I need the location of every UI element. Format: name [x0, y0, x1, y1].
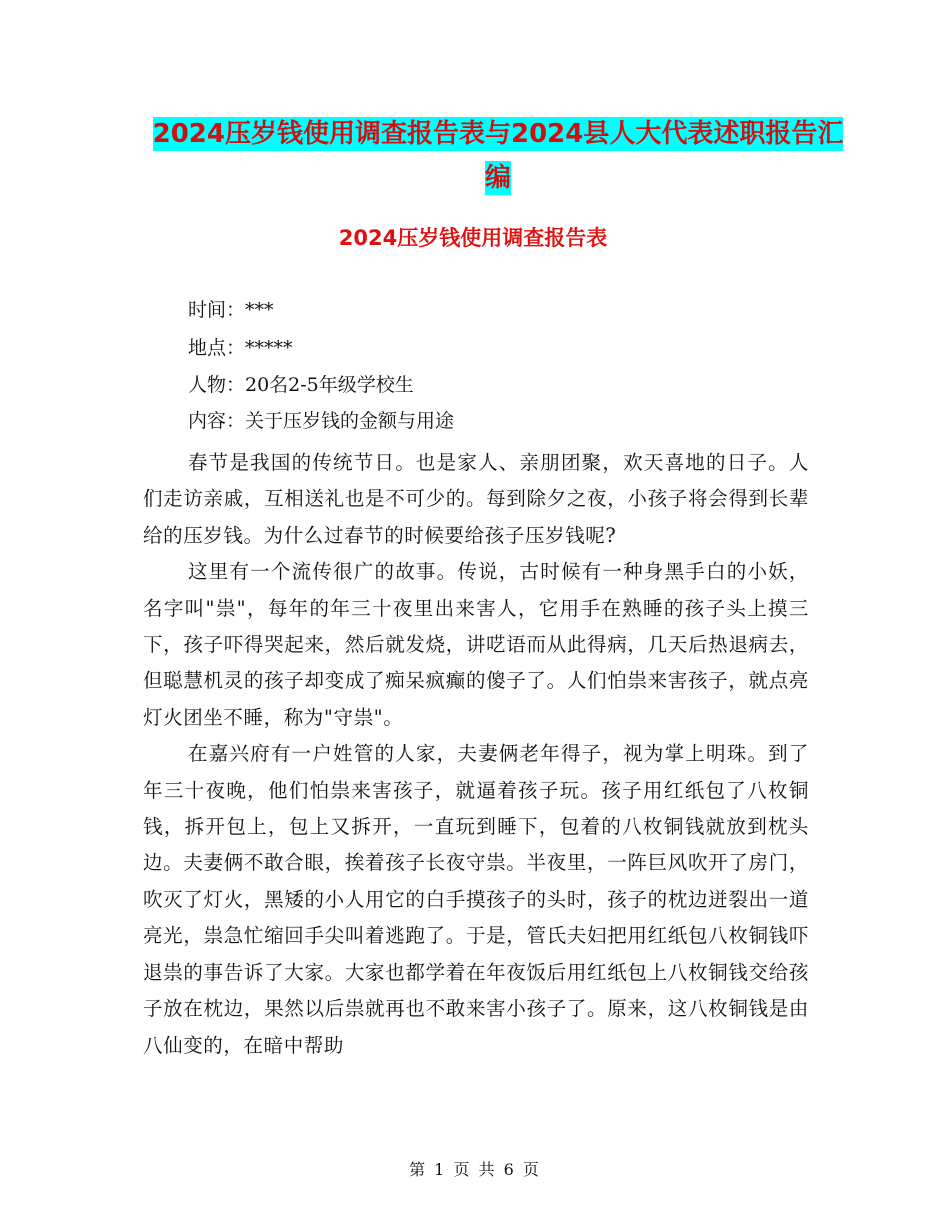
- meta-participants: 人物：20名2-5年级学校生: [188, 374, 414, 396]
- meta-content: 内容：关于压岁钱的金额与用途: [188, 410, 455, 432]
- document-title-text: 2024压岁钱使用调查报告表与2024县人大代表述职报告汇编: [152, 119, 844, 193]
- section-title: 2024压岁钱使用调查报告表: [338, 226, 608, 250]
- paragraph: 在嘉兴府有一户姓管的人家，夫妻俩老年得子，视为掌上明珠。到了年三十夜晚，他们怕祟来害孩子，就逼着孩子玩。孩子用红纸包了八枚铜钱，拆开包上，包上又拆开，一直玩到睡下，包着的八枚铜钱就放到枕头边。夫妻俩不敢合眼，挨着孩子长夜守祟。半夜里，一阵巨风吹开了房门，吹灭了灯火，黑矮的小人用它的白手摸孩子的头时，孩子的枕边迸裂出一道亮光，祟急忙缩回手尖叫着逃跑了。于是，管氏夫妇把用红纸包八枚铜钱吓退祟的事告诉了大家。大家也都学着在年夜饭后用红纸包上八枚铜钱交给孩子放在枕边，果然以后祟就再也不敢来害小孩子了。原来，这八枚铜钱是由八仙变的，在暗中帮助: [143, 742, 809, 1057]
- meta-time: 时间：***: [188, 299, 274, 321]
- paragraph: 春节是我国的传统节日。也是家人、亲朋团聚，欢天喜地的日子。人们走访亲戚，互相送礼也是不可少的。每到除夕之夜，小孩子将会得到长辈给的压岁钱。为什么过春节的时候要给孩子压岁钱呢?: [143, 451, 809, 547]
- meta-location: 地点：*****: [188, 337, 293, 359]
- document-body: [143, 445, 809, 1064]
- paragraph: 这里有一个流传很广的故事。传说，古时候有一种身黑手白的小妖，名字叫"祟"，每年的年三十夜里出来害人，它用手在熟睡的孩子头上摸三下，孩子吓得哭起来，然后就发烧，讲呓语而从此得病，几天后热退病去，但聪慧机灵的孩子却变成了痴呆疯癫的傻子了。人们怕祟来害孩子，就点亮灯火团坐不睡，称为"守祟"。: [143, 560, 809, 729]
- page-footer: 第 1 页 共 6 页: [409, 1160, 541, 1179]
- document-title: [140, 112, 856, 200]
